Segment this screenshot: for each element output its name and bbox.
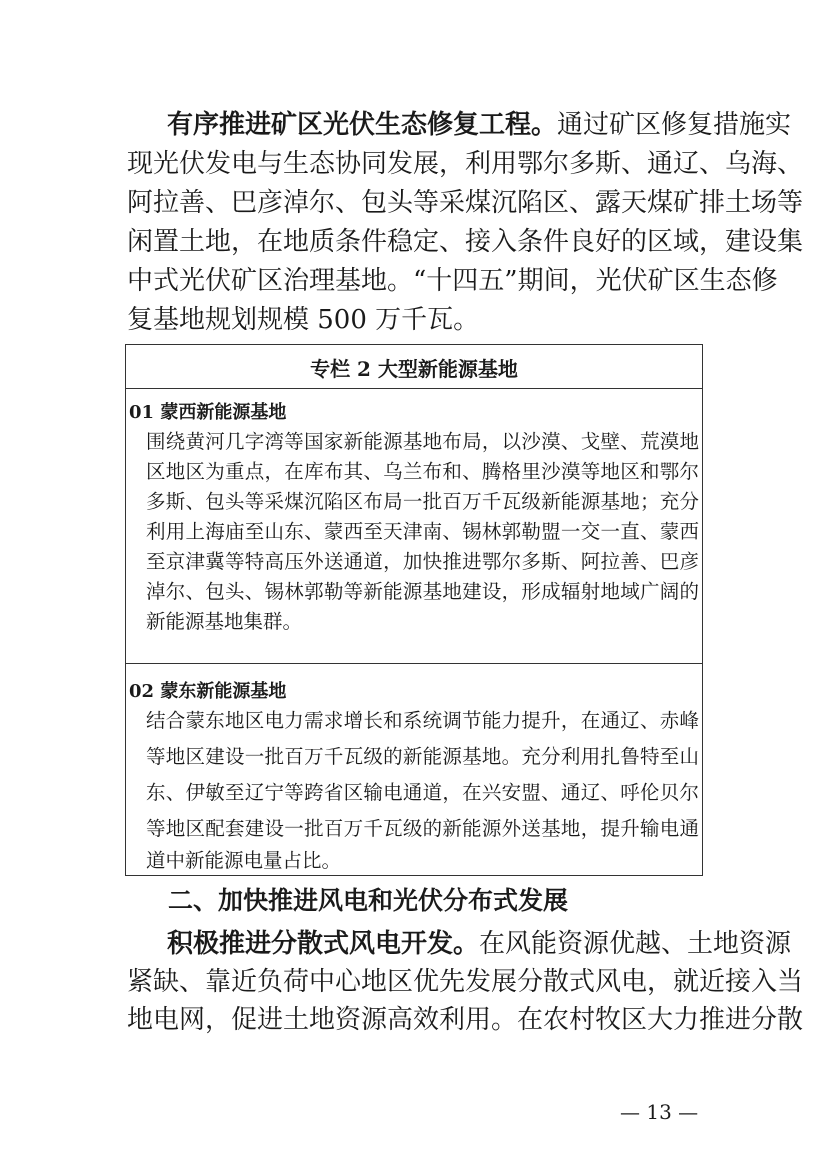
para2-text: 在风能资源优越、土地资源: [479, 929, 792, 959]
item-01-line: 区地区为重点，在库布其、乌兰布和、腾格里沙漠等地区和鄂尔: [146, 460, 699, 483]
item-01-line: 新能源基地集群。: [146, 610, 303, 633]
table-title: 专栏 2 大型新能源基地: [310, 357, 518, 381]
section-heading: 二、加快推进风电和光伏分布式发展: [168, 886, 569, 915]
para2-line-2: 紧缺、靠近负荷中心地区优先发展分散式风电，就近接入当: [127, 967, 804, 997]
item-01-line: 围绕黄河几字湾等国家新能源基地布局，以沙漠、戈壁、荒漠地: [146, 430, 699, 453]
feature-box-table: [125, 344, 703, 876]
item-01-line: 至京津冀等特高压外送通道，加快推进鄂尔多斯、阿拉善、巴彦: [146, 550, 699, 573]
item-02-line: 东、伊敏至辽宁等跨省区输电通道，在兴安盟、通辽、呼伦贝尔: [146, 781, 699, 804]
row-divider: [126, 388, 702, 389]
para1-line-4: 闲置土地，在地质条件稳定、接入条件良好的区域，建设集: [127, 227, 804, 257]
item-02-line: 等地区建设一批百万千瓦级的新能源基地。充分利用扎鲁特至山: [146, 745, 699, 768]
para2-bold-lead: 积极推进分散式风电开发。: [167, 929, 480, 959]
para1-line-1: [167, 106, 792, 145]
item-02-line: 等地区配套建设一批百万千瓦级的新能源外送基地，提升输电通: [146, 817, 699, 840]
para1-text: 通过矿区修复措施实: [557, 110, 792, 140]
row-divider: [126, 663, 702, 664]
para1-bold-lead: 有序推进矿区光伏生态修复工程。: [167, 110, 558, 140]
item-01-line: 多斯、包头等采煤沉陷区布局一批百万千瓦级新能源基地；充分: [146, 490, 699, 513]
item-01-line: 利用上海庙至山东、蒙西至天津南、锡林郭勒盟一交一直、蒙西: [146, 520, 699, 543]
para1-line-5: 中式光伏矿区治理基地。“十四五”期间，光伏矿区生态修: [127, 266, 778, 296]
para1-line-6: 复基地规划规模 500 万千瓦。: [127, 305, 480, 335]
para2-line-3: 地电网，促进土地资源高效利用。在农村牧区大力推进分散: [127, 1005, 804, 1035]
item-title-02: 02 蒙东新能源基地: [129, 681, 287, 702]
page-number: — 13 —: [620, 1100, 699, 1124]
item-title-01: 01 蒙西新能源基地: [129, 402, 287, 423]
item-01-line: 淖尔、包头、锡林郭勒等新能源基地建设，形成辐射地域广阔的: [146, 580, 699, 603]
para2-line-1: [167, 925, 792, 964]
para1-line-3: 阿拉善、巴彦淖尔、包头等采煤沉陷区、露天煤矿排土场等: [127, 188, 804, 218]
item-02-line: 结合蒙东地区电力需求增长和系统调节能力提升，在通辽、赤峰: [146, 709, 699, 732]
para1-line-2: 现光伏发电与生态协同发展，利用鄂尔多斯、通辽、乌海、: [127, 149, 804, 179]
item-02-line: 道中新能源电量占比。: [146, 849, 342, 872]
